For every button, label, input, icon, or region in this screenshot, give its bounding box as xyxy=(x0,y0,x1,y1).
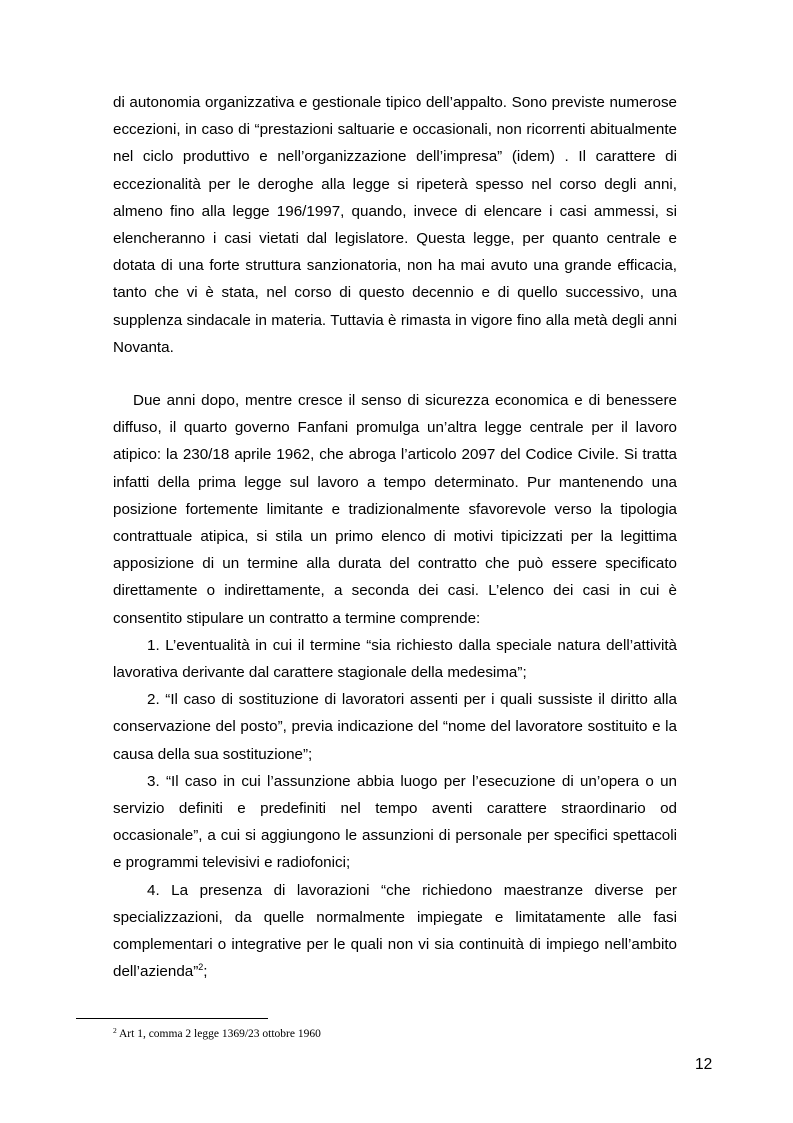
footnote-text: Art 1, comma 2 legge 1369/23 ottobre 1960 xyxy=(116,1028,321,1040)
list-item-4-text: 4. La presenza di lavorazioni “che richiedono maestranze diverse per specializzazioni, da quelle normalmente impiegate e limitatamente alle fasi complementari o integrative per le quali non vi sia continuità di impiego nell’ambito dell’azienda” xyxy=(113,881,677,981)
footnote-marker: 2 xyxy=(113,1026,117,1035)
list-item-1: 1. L’eventualità in cui il termine “sia richiesto dalla speciale natura dell’attività lavorativa derivante dal carattere stagionale della medesima”; xyxy=(113,636,677,682)
page-body xyxy=(113,89,677,986)
list-item-4-tail: ; xyxy=(203,963,208,981)
page-number: 12 xyxy=(695,1056,713,1073)
list-item-4 xyxy=(113,877,677,986)
list-item-2: 2. “Il caso di sostituzione di lavoratori assenti per i quali sussiste il diritto alla conservazione del posto”, previa indicazione del “nome del lavoratore sostituito e la causa della sua sostituzione”; xyxy=(113,691,677,763)
footnote xyxy=(113,1026,321,1042)
paragraph-autonomia: di autonomia organizzativa e gestionale tipico dell’appalto. Sono previste numerose eccezioni, in caso di “prestazioni saltuarie e occasionali, non ricorrenti abitualmente nel ciclo produttivo e nell’organizzazione dell’impresa” (idem) . Il carattere di eccezionalità per le deroghe alla legge si ripeterà spesso nel corso degli anni, almeno fino alla legge 196/1997, quando, invece di elencare i casi ammessi, si elencheranno i casi vietati dal legislatore. Questa legge, per quanto centrale e dotata di una forte struttura sanzionatoria, non ha mai avuto una grande efficacia, tanto che vi è stata, nel corso di questo decennio e di quello successivo, una supplenza sindacale in materia. Tuttavia è rimasta in vigore fino alla metà degli anni Novanta. xyxy=(113,94,677,356)
paragraph-fanfani-law: Due anni dopo, mentre cresce il senso di sicurezza economica e di benessere diffuso, il quarto governo Fanfani promulga un’altra legge centrale per il lavoro atipico: la 230/18 aprile 1962, che abroga l’articolo 2097 del Codice Civile. Si tratta infatti della prima legge sul lavoro a tempo determinato. Pur mantenendo una posizione fortemente limitante e tradizionalmente sfavorevole verso la tipologia contrattuale atipica, si stila un primo elenco di motivi tipicizzati per la legittima apposizione di un termine alla durata del contratto che può essere specificato direttamente o indirettamente, a seconda dei casi. L’elenco dei casi in cui è consentito stipulare un contratto a termine comprende: xyxy=(113,392,677,627)
footnote-divider xyxy=(76,1018,268,1019)
paragraph-gap xyxy=(113,361,677,387)
footnote-reference: 2 xyxy=(198,962,204,973)
list-item-3: 3. “Il caso in cui l’assunzione abbia luogo per l’esecuzione di un’opera o un servizio definiti e predefiniti nel tempo aventi carattere straordinario od occasionale”, a cui si aggiungono le assunzioni di personale per specifici spettacoli e programmi televisivi e radiofonici; xyxy=(113,772,677,872)
